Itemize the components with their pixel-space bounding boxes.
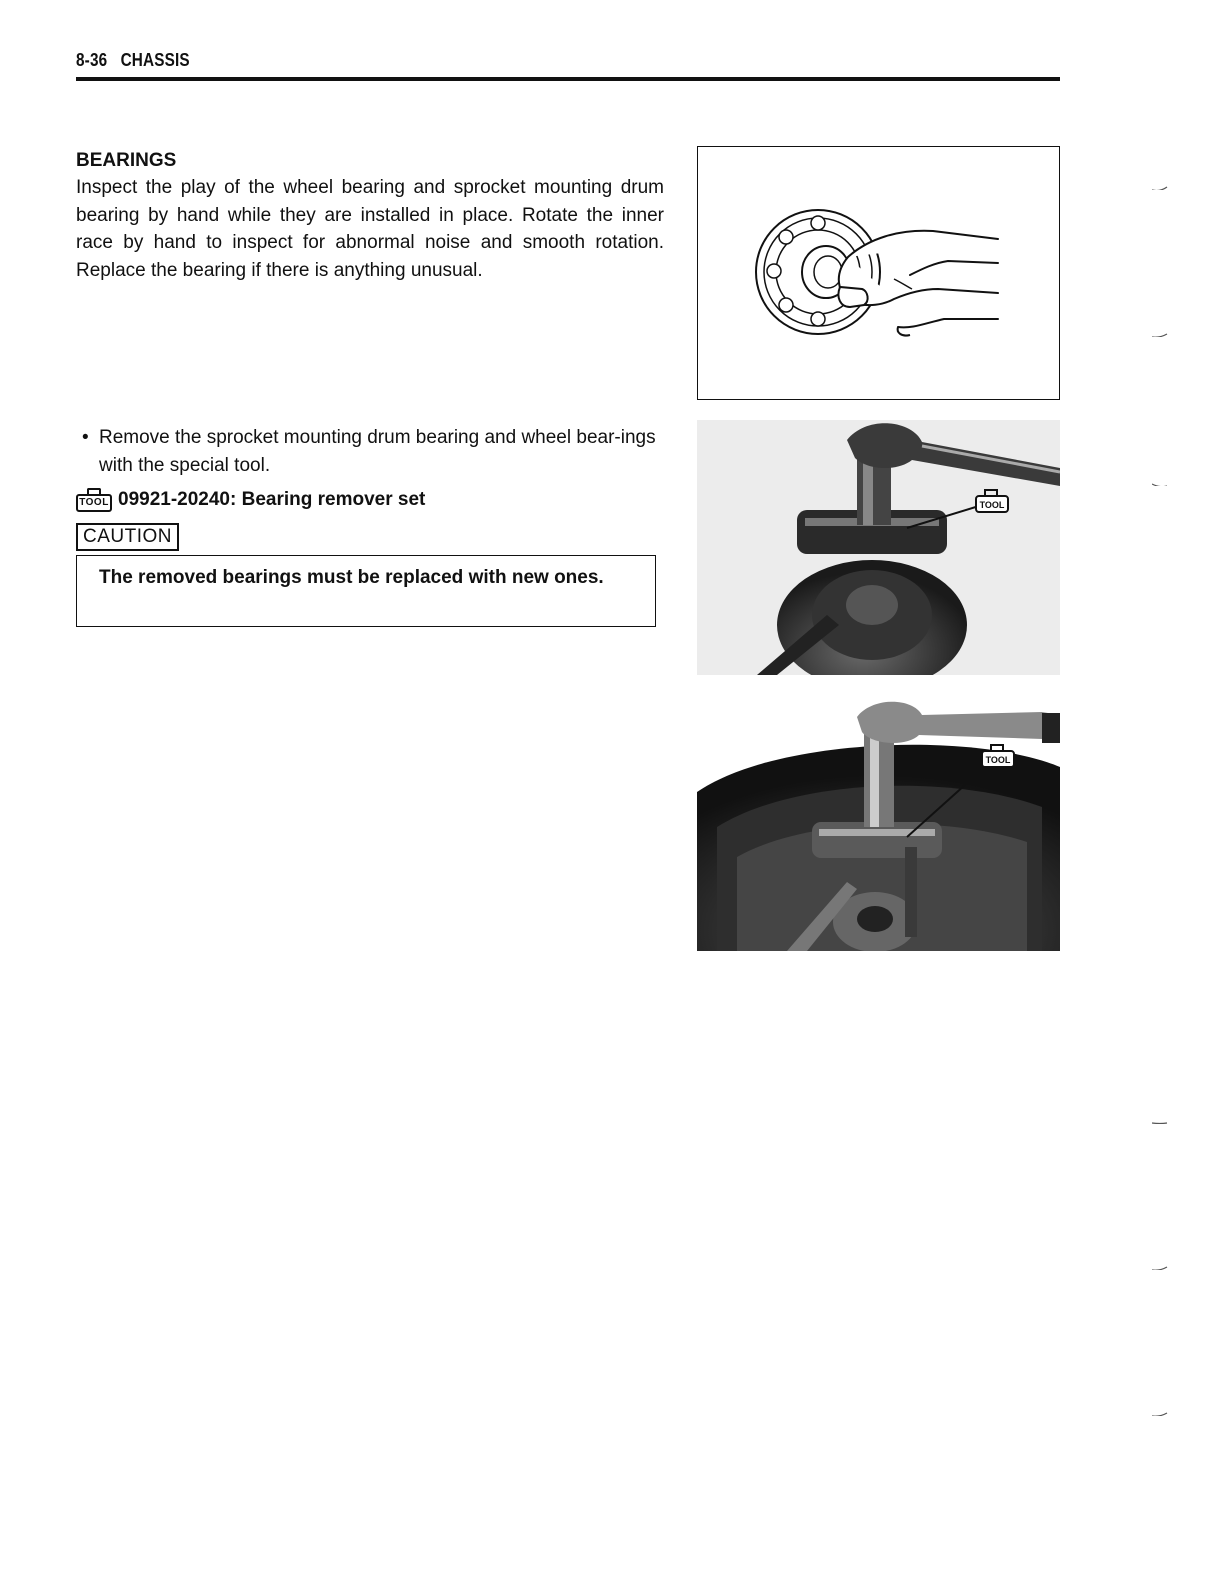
tool-callout-label: TOOL	[979, 500, 1005, 510]
wheel-bearing-removal-photo	[697, 697, 1060, 951]
binding-mark	[1152, 333, 1168, 337]
special-tool-line	[76, 488, 425, 512]
toolbox-icon	[76, 488, 112, 512]
page-header	[76, 50, 1060, 71]
binding-mark	[1152, 482, 1168, 486]
caution-text: The removed bearings must be replaced with new ones.	[99, 567, 604, 588]
hand-rotating-bearing-icon	[698, 147, 1058, 398]
binding-mark	[1152, 1266, 1168, 1270]
tool-text: 09921-20240: Bearing remover set	[118, 489, 426, 510]
bearing-inspection-illustration	[697, 146, 1060, 400]
bearing-remover-tool-icon	[697, 420, 1060, 675]
drum-bearing-removal-photo	[697, 420, 1060, 675]
binding-mark	[1152, 1120, 1168, 1124]
section-heading: BEARINGS	[76, 150, 177, 171]
step-text: Remove the sprocket mounting drum bearing and wheel bear-ings with the special tool.	[99, 427, 656, 476]
binding-mark	[1152, 186, 1168, 190]
bullet-marker: •	[82, 427, 89, 448]
section-body: Inspect the play of the wheel bearing and sprocket mounting drum bearing by hand while they are installed in place. Rotate the inner race by hand to inspect for abnormal noise and smooth rotation. Replace the bearing if there is anything unusual.	[76, 177, 664, 281]
bearing-remover-tool-icon	[697, 697, 1060, 951]
caution-label: CAUTION	[76, 523, 179, 551]
tool-icon-label: TOOL	[76, 494, 112, 512]
binding-mark	[1152, 1412, 1168, 1416]
step-item	[82, 424, 662, 480]
tool-callout-label: TOOL	[985, 755, 1011, 765]
page-header-title: 8-36 CHASSIS	[76, 50, 190, 70]
header-rule	[76, 77, 1060, 81]
